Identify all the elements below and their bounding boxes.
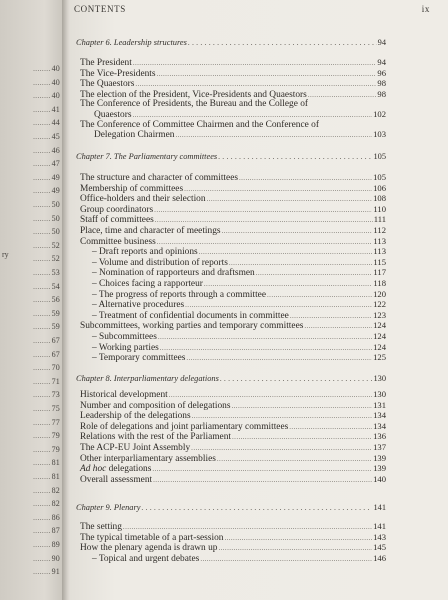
leader-dots [184, 185, 372, 195]
leader-dots [217, 455, 372, 465]
leader-dots [169, 391, 372, 401]
leader-dots [304, 322, 372, 332]
previous-page-edge [0, 0, 64, 600]
toc-entry [80, 522, 386, 533]
previous-page-number: ........ 54 [33, 282, 60, 291]
toc-entry-page: 136 [373, 431, 386, 442]
toc-entry [80, 79, 386, 90]
toc-entry [80, 543, 386, 554]
toc-entry-page: 106 [373, 182, 386, 193]
toc-entry [80, 401, 386, 412]
toc-entry [80, 110, 386, 121]
toc-entry-page: 111 [373, 214, 386, 225]
toc-entry-page: 124 [373, 320, 386, 331]
previous-page-number: ........ 50 [33, 200, 60, 209]
leader-dots [123, 523, 372, 533]
toc-entry-title: Office-holders and their selection [80, 194, 206, 205]
toc-entry [80, 443, 386, 454]
toc-entry-title: – Temporary committees [92, 353, 186, 364]
previous-page-number: ........ 50 [33, 214, 60, 223]
toc-entry-page: 122 [373, 299, 386, 310]
previous-page-number: ........ 89 [33, 540, 60, 549]
leader-dots [135, 80, 376, 90]
toc-entry-title: Committee business [80, 236, 156, 247]
toc-entry-title: The setting [80, 522, 122, 532]
leader-dots [133, 111, 373, 121]
leader-dots [188, 38, 377, 47]
toc-entry [80, 554, 386, 565]
toc-entry-page: 123 [373, 309, 386, 320]
leader-dots [191, 444, 372, 454]
toc-entry [80, 237, 386, 248]
previous-page-number: ........ 71 [33, 377, 60, 386]
toc-entry [80, 432, 386, 443]
toc-entry-page: 98 [377, 88, 386, 99]
toc-entry-page: 140 [373, 473, 386, 484]
chapter-page: 105 [373, 152, 386, 161]
leader-dots [218, 152, 372, 161]
leader-dots [232, 433, 372, 443]
toc-entry-title: The Quaestors [80, 79, 135, 90]
toc-entry-page: 130 [373, 389, 386, 399]
toc-entry-page: 117 [373, 267, 386, 278]
chapter-heading [76, 38, 386, 47]
toc-entry [80, 321, 386, 332]
previous-page-number: ........ 75 [33, 404, 60, 413]
toc-entry [80, 173, 386, 184]
leader-dots [175, 131, 372, 141]
leader-dots [218, 544, 372, 554]
toc-entry [80, 533, 386, 544]
previous-page-number: ........ 59 [33, 322, 60, 331]
chapter-page: 94 [377, 38, 386, 47]
toc-entry-title: The structure and character of committees [80, 173, 238, 183]
previous-page-number: ........ 77 [33, 418, 60, 427]
leader-dots [207, 195, 373, 205]
toc-entry [80, 411, 386, 422]
toc-entry-title: Role of delegations and joint parliamentary committees [80, 421, 289, 432]
previous-page-number: ........ 45 [33, 132, 60, 141]
leader-dots [224, 534, 372, 544]
toc-entry [80, 184, 386, 195]
leader-dots [141, 503, 372, 512]
toc-entry-title: Staff of committees [80, 215, 154, 226]
previous-page-number: ........ 79 [33, 445, 60, 454]
chapter-heading [76, 374, 386, 383]
toc-entry [80, 311, 386, 322]
toc-entry-title: – Topical and urgent debates [92, 553, 200, 564]
toc-entry-title: The President [80, 58, 132, 68]
leader-dots [157, 238, 373, 248]
toc-entry-title: – Draft reports and opinions [92, 247, 198, 258]
toc-entry [80, 464, 386, 475]
previous-page-number: ........ 90 [33, 554, 60, 563]
previous-page-number: ........ 47 [33, 159, 60, 168]
toc-entry-page: 120 [373, 288, 386, 299]
toc-entry [80, 268, 386, 279]
toc-entry [80, 422, 386, 433]
toc-entry [80, 226, 386, 237]
previous-page-number: ........ 86 [33, 513, 60, 522]
previous-page-number: ........ 46 [33, 146, 60, 155]
chapter-page: 130 [373, 374, 386, 383]
leader-dots [267, 291, 372, 301]
toc-entry-page: 115 [373, 256, 386, 267]
chapter-8-entries [80, 390, 386, 485]
leader-dots [289, 423, 372, 433]
toc-entry [80, 215, 386, 226]
chapter-title: Chapter 7. The Parliamentary committees [76, 152, 218, 161]
toc-entry-title: Number and composition of delegations [80, 400, 231, 411]
toc-entry-title: Place, time and character of meetings [80, 225, 221, 236]
leader-dots [204, 280, 373, 290]
toc-entry-page: 134 [373, 410, 386, 421]
toc-entry-title: Subcommittees, working parties and temporary committees [80, 321, 304, 332]
leader-dots [192, 412, 372, 422]
toc-entry-title: The Conference of Presidents, the Bureau and the College of [80, 99, 309, 110]
toc-entry-title: Relations with the rest of the Parliament [80, 432, 232, 443]
toc-entry-page: 112 [373, 224, 386, 235]
toc-entry-page: 146 [373, 552, 386, 563]
toc-entry [80, 279, 386, 290]
toc-entry-title: – Subcommittees [92, 331, 157, 342]
toc-entry-title: The ACP-EU Joint Assembly [80, 442, 191, 453]
toc-entry [80, 121, 386, 131]
chapter-page: 141 [373, 503, 386, 512]
previous-page-number: ........ 67 [33, 350, 60, 359]
toc-entry-title: Ad hoc delegations [80, 464, 152, 475]
toc-entry-title: Group coordinators [80, 204, 154, 215]
toc-entry-page: 98 [377, 78, 386, 89]
toc-entry [80, 130, 386, 141]
toc-entry-title: – Nomination of rapporteurs and draftsmen [92, 268, 255, 279]
chapter-9-entries [80, 522, 386, 564]
leader-dots [256, 269, 373, 279]
toc-entry [80, 194, 386, 205]
toc-entry [80, 390, 386, 401]
toc-entry-page: 124 [373, 341, 386, 352]
toc-entry-page: 94 [377, 57, 386, 67]
previous-page-number: ........ 41 [33, 105, 60, 114]
previous-page-number: ........ 50 [33, 227, 60, 236]
previous-page-number: ........ 81 [33, 458, 60, 467]
toc-entry-title: How the plenary agenda is drawn up [80, 543, 218, 554]
previous-page-number: ........ 44 [33, 118, 60, 127]
toc-entry [80, 332, 386, 343]
previous-page-number: ........ 67 [33, 336, 60, 345]
leader-dots [186, 354, 372, 364]
previous-page-number: ........ 40 [33, 91, 60, 100]
previous-page-number: ........ 53 [33, 268, 60, 277]
toc-entry-page: 141 [373, 521, 386, 531]
toc-entry-page: 102 [373, 108, 386, 119]
toc-entry-title: Leadership of the delegations [80, 411, 191, 422]
leader-dots [199, 248, 373, 258]
toc-entry [80, 69, 386, 80]
toc-entry-title: Historical development [80, 390, 168, 400]
leader-dots [155, 216, 373, 226]
previous-page-number: ........ 59 [33, 309, 60, 318]
leader-dots [232, 402, 373, 412]
toc-entry-title: The typical timetable of a part-session [80, 532, 224, 543]
previous-page-word: ry [2, 250, 9, 259]
toc-entry-page: 105 [373, 172, 386, 182]
leader-dots [222, 227, 373, 237]
toc-entry-page: 139 [373, 452, 386, 463]
toc-entry [80, 353, 386, 364]
toc-entry-page: 103 [373, 129, 386, 140]
toc-entry [80, 300, 386, 311]
toc-entry-title: – The progress of reports through a committee [92, 289, 267, 300]
leader-dots [308, 91, 377, 101]
leader-dots [220, 374, 373, 383]
toc-entry-page: 108 [373, 193, 386, 204]
previous-page-number: ........ 52 [33, 241, 60, 250]
previous-page-number: ........ 70 [33, 363, 60, 372]
leader-dots [158, 333, 372, 343]
leader-dots [133, 59, 377, 69]
previous-page-number: ........ 81 [33, 472, 60, 481]
toc-entry-title: Other interparliamentary assemblies [80, 453, 216, 464]
toc-entry-page: 131 [373, 399, 386, 410]
previous-page-number: ........ 82 [33, 499, 60, 508]
previous-page-number: ........ 82 [33, 486, 60, 495]
toc-entry-page: 113 [373, 246, 386, 257]
toc-entry [80, 454, 386, 465]
toc-entry-page: 110 [373, 203, 386, 214]
toc-entry-title: Overall assessment [80, 474, 153, 485]
toc-entry [80, 247, 386, 258]
toc-entry [80, 205, 386, 216]
toc-entry-page: 96 [377, 67, 386, 78]
toc-entry-page: 118 [373, 277, 386, 288]
leader-dots [157, 70, 377, 80]
leader-dots [154, 206, 372, 216]
leader-dots [200, 555, 372, 565]
toc-entry-page: 124 [373, 330, 386, 341]
toc-entry-title: Delegation Chairmen [94, 130, 175, 141]
leader-dots [229, 259, 373, 269]
toc-entry-page: 143 [373, 531, 386, 542]
toc-entry-title: Membership of committees [80, 183, 184, 194]
toc-entry-title: The Conference of Committee Chairmen and the Conference of [80, 119, 319, 130]
leader-dots [153, 476, 372, 486]
toc-entry [80, 258, 386, 269]
toc-entry-page: 139 [373, 463, 386, 474]
contents-page [70, 0, 448, 600]
chapter-title: Chapter 9. Plenary [76, 503, 141, 512]
previous-page-number: ........ 91 [33, 567, 60, 576]
toc-entry-page: 125 [373, 352, 386, 363]
toc-entry-title: – Choices facing a rapporteur [92, 278, 203, 289]
previous-page-number: ........ 49 [33, 186, 60, 195]
toc-entry-page: 134 [373, 420, 386, 431]
toc-entry-title: – Volume and distribution of reports [92, 257, 228, 268]
toc-entry [80, 343, 386, 354]
chapter-6-entries [80, 58, 386, 141]
previous-page-number: ........ 87 [33, 526, 60, 535]
leader-dots [290, 312, 372, 322]
chapter-7-entries [80, 173, 386, 364]
leader-dots [185, 301, 372, 311]
toc-entry-title: – Working parties [92, 342, 159, 353]
previous-page-number: ........ 73 [33, 390, 60, 399]
previous-page-number: ........ 56 [33, 295, 60, 304]
leader-dots [152, 465, 372, 475]
toc-entry [80, 475, 386, 486]
previous-page-number: ........ 79 [33, 431, 60, 440]
toc-entry-title: Quaestors [94, 109, 132, 120]
chapter-title: Chapter 8. Interparliamentary delegations [76, 374, 219, 383]
previous-page-number: ........ 40 [33, 64, 60, 73]
toc-entry [80, 100, 386, 110]
chapter-title: Chapter 6. Leadership structures [76, 38, 187, 47]
toc-entry [80, 290, 386, 301]
toc-entry-title: The Vice-Presidents [80, 68, 156, 79]
leader-dots [160, 344, 372, 354]
toc-entry-title: – Treatment of confidential documents in committee [92, 310, 289, 321]
running-head-page-number: ix [421, 4, 430, 14]
running-head-title: CONTENTS [74, 4, 126, 14]
chapter-heading [76, 152, 386, 161]
toc-entry-page: 113 [373, 235, 386, 246]
toc-entry-title: The election of the President, Vice-Presidents and Quaestors [80, 89, 307, 100]
previous-page-number: ........ 52 [33, 254, 60, 263]
toc-entry [80, 58, 386, 69]
chapter-heading [76, 503, 386, 512]
toc-entry-page: 145 [373, 542, 386, 553]
toc-entry-page: 137 [373, 441, 386, 452]
previous-page-number: ........ 40 [33, 78, 60, 87]
toc-entry-title: – Alternative procedures [92, 300, 185, 311]
leader-dots [239, 174, 372, 184]
previous-page-number: ........ 49 [33, 173, 60, 182]
